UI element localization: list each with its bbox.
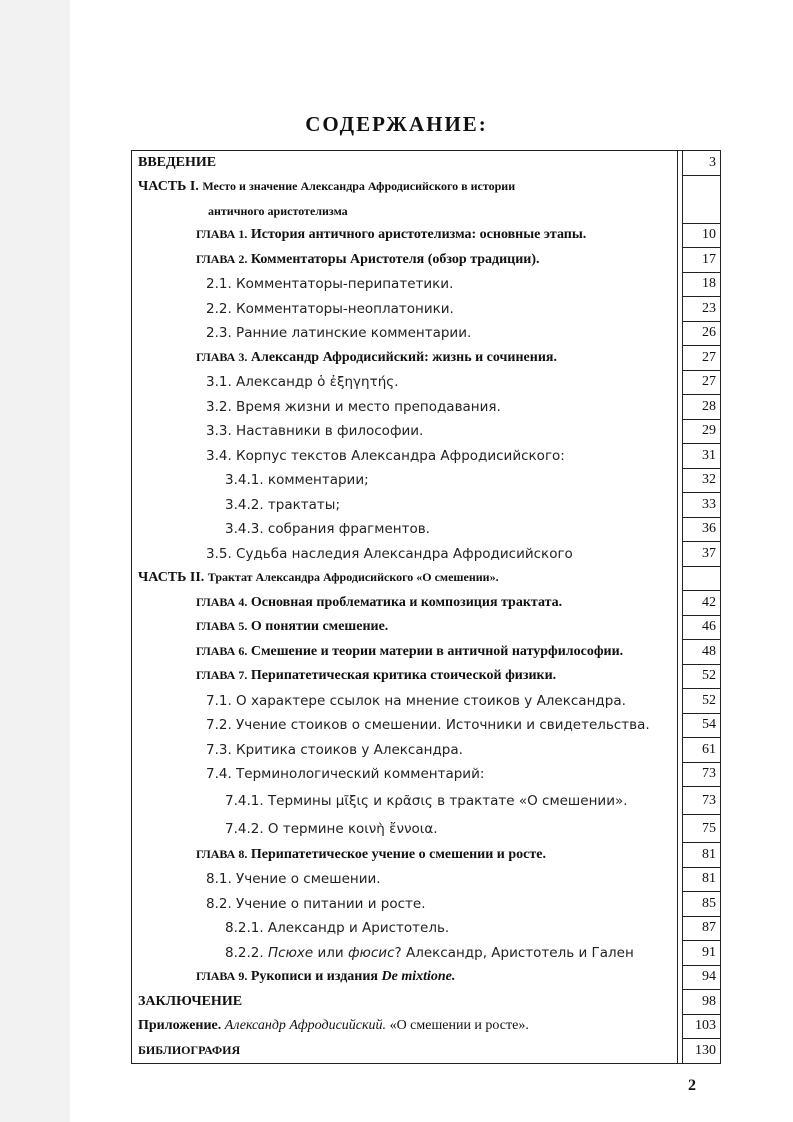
toc-entry-title: 7.1. О характере ссылок на мнение стоиков у Александра. — [206, 692, 626, 709]
toc-entry-title: 3.4.1. комментарии; — [225, 472, 369, 489]
toc-page-number — [683, 199, 721, 223]
toc-page-number: 17 — [683, 248, 721, 273]
toc-chapter-label: ГЛАВА 9. — [196, 969, 248, 984]
toc-entry-title: Смешение и теории материи в античной натурфилософии. — [250, 643, 624, 659]
toc-entry-title: 2.2. Комментаторы-неоплатоники. — [206, 300, 454, 317]
toc-row — [132, 321, 721, 346]
toc-entry-title: БИБЛИОГРАФИЯ — [138, 1043, 241, 1057]
toc-part-label: ЧАСТЬ I. — [138, 179, 199, 194]
toc-page-number: 130 — [683, 1039, 721, 1064]
toc-row — [132, 892, 721, 917]
toc-part-label: ЧАСТЬ II. — [138, 570, 205, 586]
toc-italic-term: De mixtione. — [381, 969, 456, 985]
toc-row — [132, 444, 721, 469]
toc-row — [132, 664, 721, 689]
toc-page-number: 42 — [683, 591, 721, 616]
toc-entry-title: Перипатетическое учение о смешении и росте. — [250, 846, 546, 862]
toc-greek-term: ὁ ἐξηγητής. — [317, 374, 399, 391]
toc-page-number: 73 — [683, 787, 721, 815]
toc-page-number: 54 — [683, 713, 721, 738]
toc-entry-title: ВВЕДЕНИЕ — [138, 155, 217, 170]
toc-row — [132, 615, 721, 640]
toc-page-number: 81 — [683, 843, 721, 868]
toc-entry-title: 7.4.1. Термины — [225, 792, 332, 809]
toc-entry-title: Трактат Александра Афродисийского «О смешении». — [207, 570, 499, 585]
toc-row — [132, 787, 721, 815]
toc-row — [132, 272, 721, 297]
toc-row — [132, 762, 721, 787]
toc-chapter-label: ГЛАВА 1. — [196, 227, 248, 242]
toc-chapter-label: ГЛАВА 2. — [196, 251, 248, 266]
toc-entry-title: ЗАКЛЮЧЕНИЕ — [138, 993, 243, 1009]
toc-page-number: 28 — [683, 395, 721, 420]
toc-page-number: 32 — [683, 468, 721, 493]
toc-row — [132, 468, 721, 493]
toc-entry-title: 3.1. Александр — [206, 374, 313, 391]
toc-entry-title: 2.1. Комментаторы-перипатетики. — [206, 276, 454, 293]
toc-row — [132, 916, 721, 941]
toc-page-number: 52 — [683, 664, 721, 689]
toc-entry-title: 7.4.2. О термине — [225, 820, 344, 837]
toc-entry-title: античного аристотелизма — [208, 203, 348, 218]
toc-italic-term: Александр Афродисийский. — [224, 1018, 387, 1034]
toc-entry-title: 3.2. Время жизни и место преподавания. — [206, 398, 501, 415]
page-margin-shade — [0, 0, 70, 1122]
toc-chapter-label: ГЛАВА 4. — [196, 594, 248, 609]
toc-entry-title: История античного аристотелизма: основные этапы. — [250, 227, 587, 243]
toc-page-number: 98 — [683, 990, 721, 1015]
toc-entry-title: 7.3. Критика стоиков у Александра. — [206, 741, 463, 758]
toc-page-number: 81 — [683, 867, 721, 892]
toc-page-number: 23 — [683, 297, 721, 322]
toc-row — [132, 223, 721, 248]
toc-row — [132, 738, 721, 763]
toc-entry-title: 2.3. Ранние латинские комментарии. — [206, 325, 472, 342]
toc-entry-title-tail: в трактате «О смешении». — [437, 792, 628, 809]
page-number: 2 — [688, 1077, 696, 1094]
toc-page-number — [683, 566, 721, 591]
toc-page-number: 29 — [683, 419, 721, 444]
toc-page-number: 27 — [683, 346, 721, 371]
table-of-contents — [131, 150, 721, 1064]
toc-page-number: 3 — [683, 151, 721, 176]
toc-entry-title: 7.2. Учение стоиков о смешении. Источники и свидетельства. — [206, 717, 650, 734]
toc-page-number: 73 — [683, 762, 721, 787]
toc-row — [132, 867, 721, 892]
toc-row — [132, 965, 721, 990]
toc-page-number: 94 — [683, 965, 721, 990]
toc-page-number — [683, 175, 721, 199]
toc-row — [132, 1039, 721, 1064]
toc-row — [132, 941, 721, 966]
toc-page-number: 61 — [683, 738, 721, 763]
toc-entry-title: 3.3. Наставники в философии. — [206, 423, 424, 440]
toc-row — [132, 542, 721, 567]
toc-italic-term: Псюхе — [267, 944, 314, 961]
toc-row — [132, 370, 721, 395]
toc-greek-term: μῖξις — [335, 792, 369, 809]
toc-row — [132, 843, 721, 868]
toc-entry-title: Приложение. — [138, 1018, 222, 1034]
toc-row — [132, 591, 721, 616]
toc-row — [132, 815, 721, 843]
toc-entry-title: 3.5. Судьба наследия Александра Афродисийского — [206, 545, 573, 562]
toc-italic-term: фюсис — [347, 944, 395, 961]
toc-row — [132, 419, 721, 444]
toc-conjunction: или — [317, 944, 344, 961]
toc-page-number: 75 — [683, 815, 721, 843]
toc-row — [132, 640, 721, 665]
toc-row — [132, 151, 721, 176]
toc-page-number: 87 — [683, 916, 721, 941]
toc-page-number: 91 — [683, 941, 721, 966]
toc-entry-title: 8.2. Учение о питании и росте. — [206, 895, 426, 912]
toc-entry-title: 8.2.1. Александр и Аристотель. — [225, 920, 450, 937]
toc-entry-title: Комментаторы Аристотеля (обзор традиции). — [250, 251, 540, 267]
toc-entry-title: 3.4. Корпус текстов Александра Афродисийского: — [206, 447, 565, 464]
toc-greek-term: κοινὴ ἔννοια. — [347, 820, 438, 837]
toc-page-number: 85 — [683, 892, 721, 917]
toc-page-number: 37 — [683, 542, 721, 567]
toc-row — [132, 517, 721, 542]
toc-row — [132, 248, 721, 273]
toc-page-number: 31 — [683, 444, 721, 469]
toc-row — [132, 1014, 721, 1039]
toc-entry-title: 7.4. Терминологический комментарий: — [206, 766, 485, 783]
toc-row — [132, 297, 721, 322]
toc-row — [132, 713, 721, 738]
toc-page-number: 10 — [683, 223, 721, 248]
toc-entry-title-tail: ? Александр, Аристотель и Гален — [394, 944, 634, 961]
toc-row — [132, 199, 721, 223]
page-title: СОДЕРЖАНИЕ: — [305, 112, 488, 136]
toc-entry-title: Место и значение Александра Афродисийского в истории — [202, 179, 516, 193]
toc-page-number: 18 — [683, 272, 721, 297]
toc-conjunction: и — [373, 792, 383, 809]
toc-page-number: 33 — [683, 493, 721, 518]
toc-entry-title: 3.4.3. собрания фрагментов. — [225, 521, 430, 538]
toc-entry-title: О понятии смешение. — [250, 619, 389, 635]
toc-entry-title: 3.4.2. трактаты; — [225, 496, 341, 513]
toc-entry-title: Александр Афродисийский: жизнь и сочинения. — [250, 349, 557, 365]
toc-row — [132, 346, 721, 371]
toc-row — [132, 990, 721, 1015]
toc-entry-title: Основная проблематика и композиция трактата. — [250, 594, 563, 610]
toc-row — [132, 566, 721, 591]
toc-greek-term: κρᾶσις — [386, 792, 433, 809]
toc-page-number: 103 — [683, 1014, 721, 1039]
toc-page-number: 26 — [683, 321, 721, 346]
toc-entry-title: Рукописи и издания — [250, 969, 379, 985]
toc-page-number: 46 — [683, 615, 721, 640]
toc-page-number: 52 — [683, 689, 721, 714]
toc-chapter-label: ГЛАВА 5. — [196, 619, 248, 634]
toc-chapter-label: ГЛАВА 8. — [196, 846, 248, 861]
toc-entry-title-tail: «О смешении и росте». — [389, 1018, 529, 1034]
toc-page-number: 27 — [683, 370, 721, 395]
toc-page-number: 36 — [683, 517, 721, 542]
toc-entry-number: 8.2.2. — [225, 944, 264, 961]
toc-row — [132, 175, 721, 199]
toc-entry-title: 8.1. Учение о смешении. — [206, 871, 381, 888]
toc-row — [132, 689, 721, 714]
toc-row — [132, 395, 721, 420]
toc-page-number: 48 — [683, 640, 721, 665]
toc-chapter-label: ГЛАВА 6. — [196, 643, 248, 658]
toc-chapter-label: ГЛАВА 7. — [196, 668, 248, 683]
toc-chapter-label: ГЛАВА 3. — [196, 349, 248, 364]
toc-entry-title: Перипатетическая критика стоической физики. — [250, 668, 557, 684]
toc-row — [132, 493, 721, 518]
